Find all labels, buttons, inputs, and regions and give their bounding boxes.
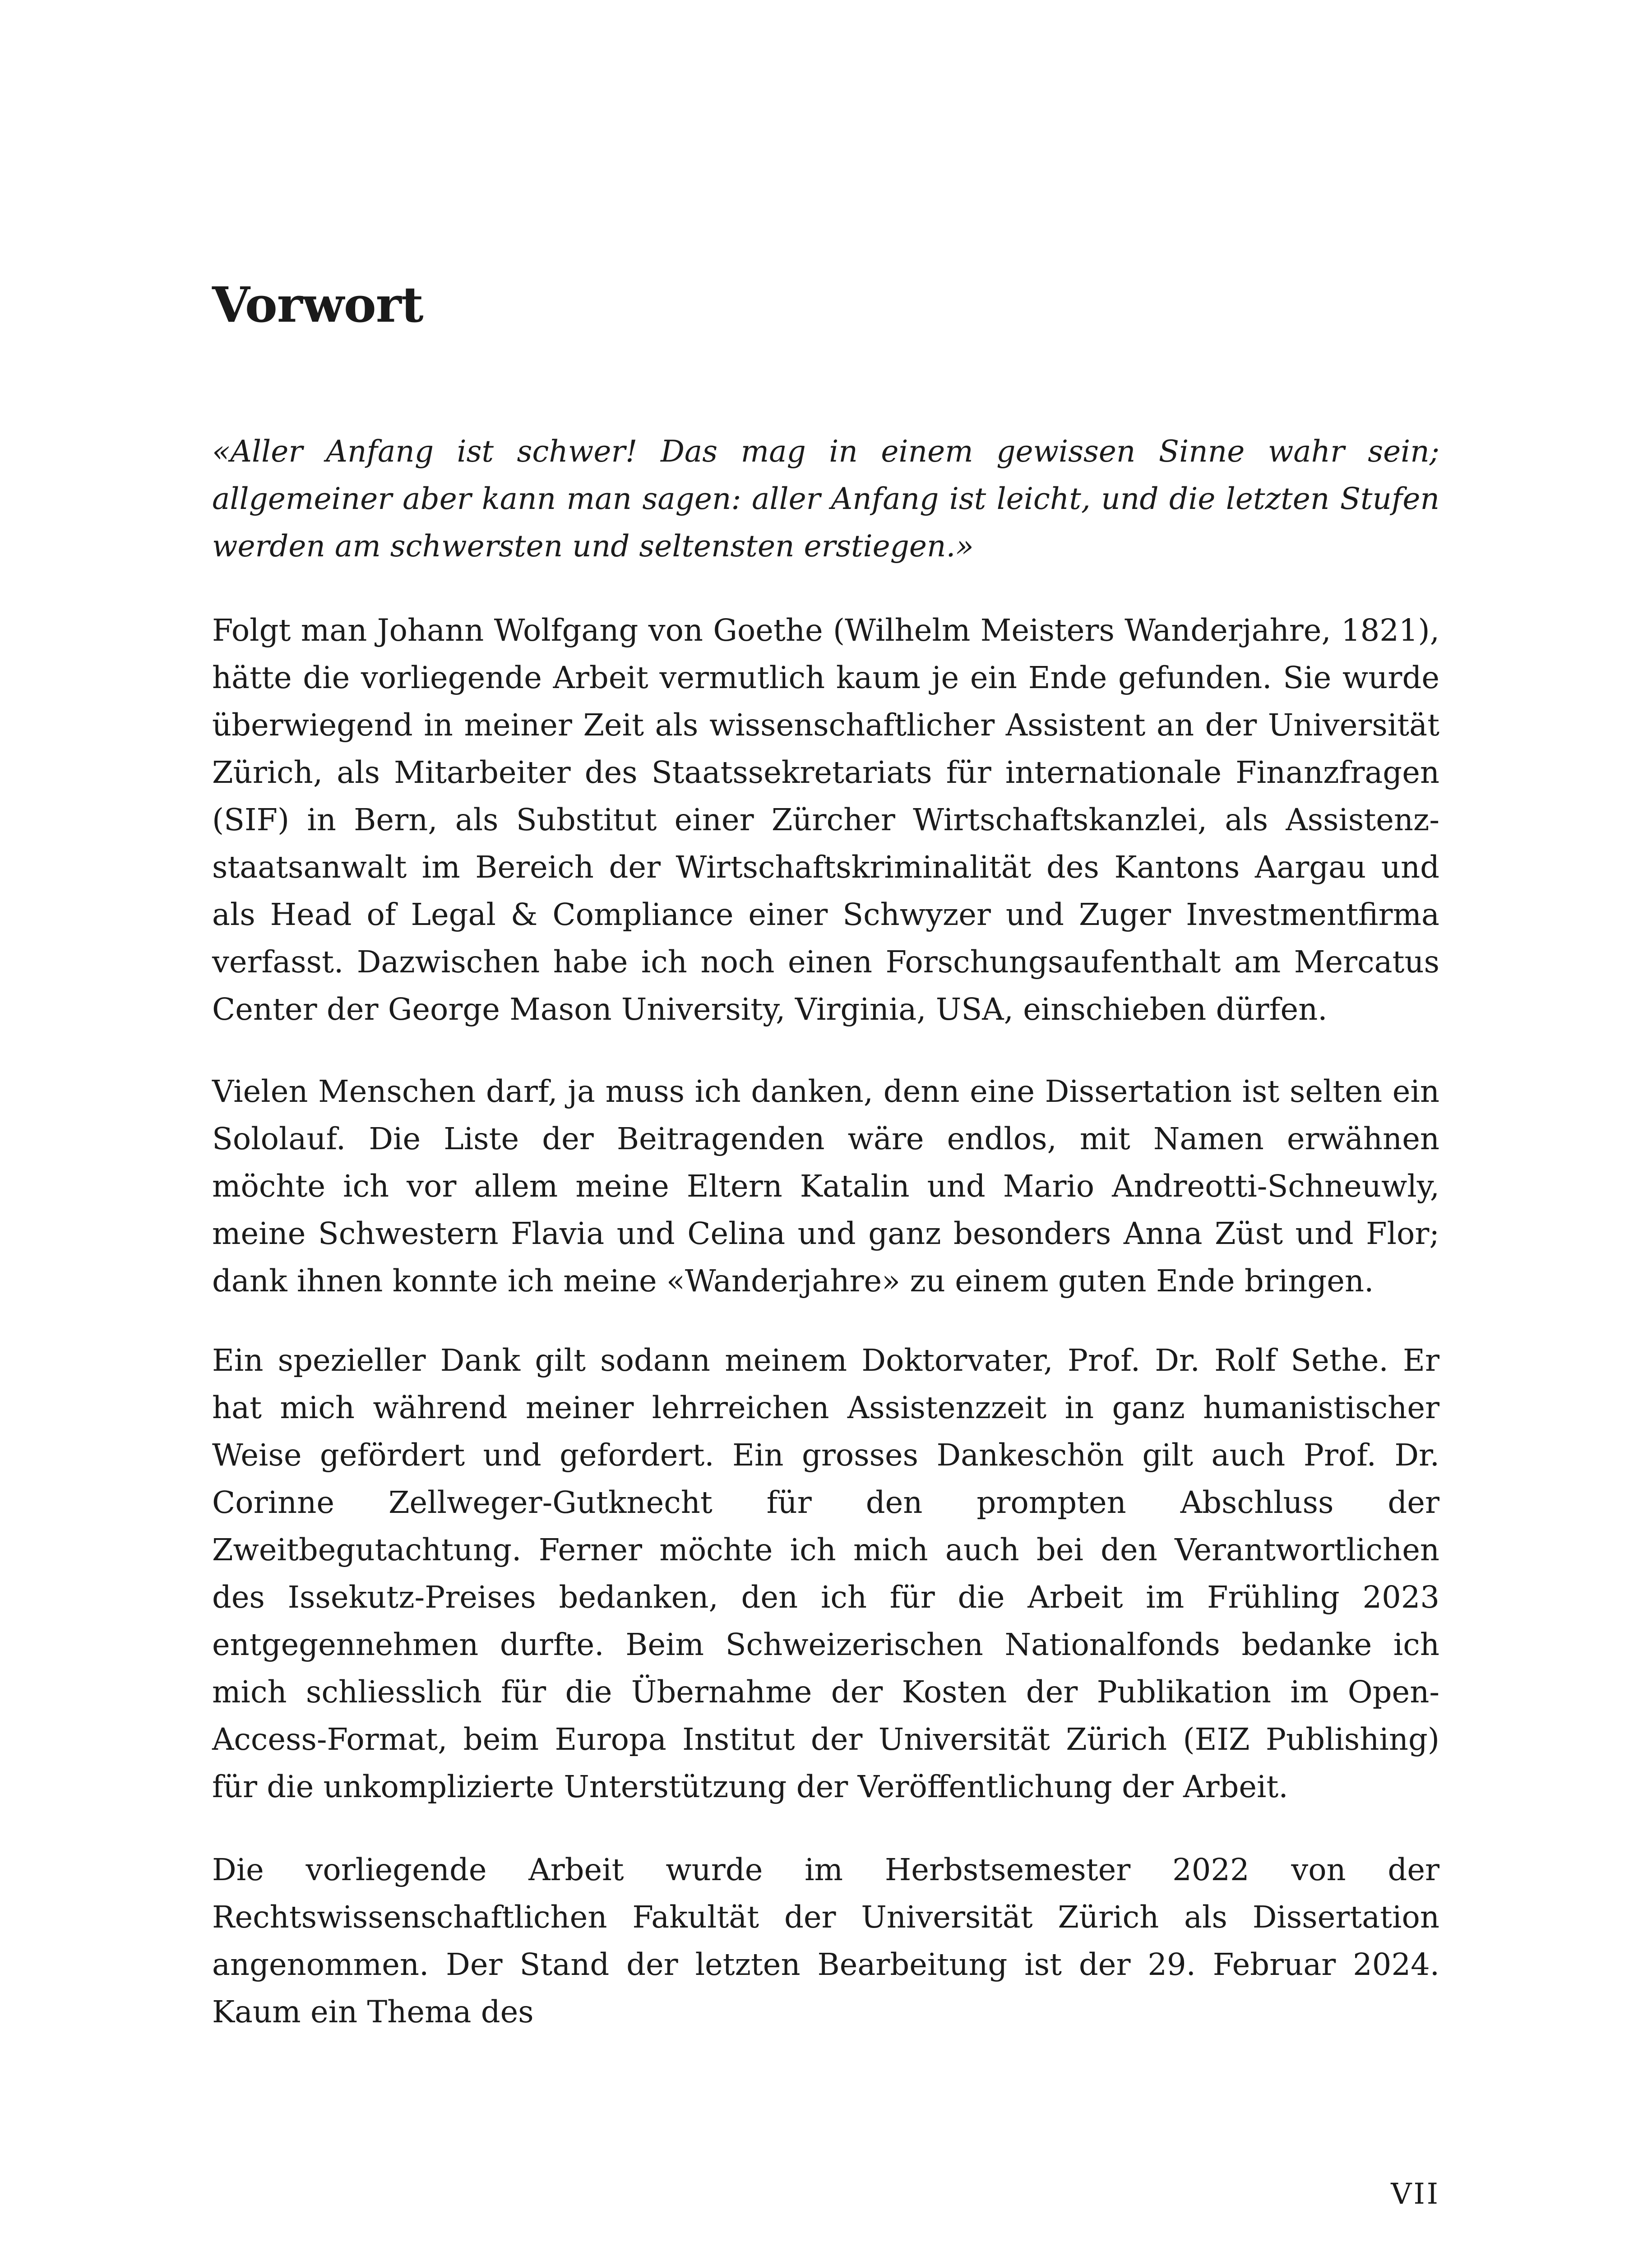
paragraph-thanks-family: Vielen Menschen darf, ja muss ich danken, denn eine Dissertation ist selten ein Sololauf. Die Liste der Beitragenden wäre endlos, mit Namen erwähnen möchte ich vor allem meine Eltern Katalin und Mario Andreotti-Schneuwly, meine Schwestern Flavia und Celina und ganz besonders Anna Züst und Flor; dank ihnen konnte ich meine «Wanderjahre» zu einem guten Ende bringen. <box>212 1074 1439 1299</box>
paragraph-goethe: Folgt man Johann Wolfgang von Goethe (Wilhelm Meisters Wanderjahre, 1821), hätte die vorliegende Arbeit vermutlich kaum je ein Ende gefunden. Sie wurde überwiegend in meiner Zeit als wissenschaftlicher Assistent an der Universität Zürich, als Mitarbeiter des Staatssekretariats für internationale Finanzfragen (SIF) in Bern, als Substitut einer Zürcher Wirtschaftskanzlei, als Assistenzstaatsanwalt im Bereich der Wirtschaftskriminalität des Kantons Aargau und als Head of Legal & Compliance einer Schwyzer und Zuger Investmentfirma verfasst. Dazwischen habe ich noch einen Forschungsaufenthalt am Mercatus Center der George Mason University, Virginia, USA, einschieben dürfen. <box>212 613 1439 1027</box>
epigraph-quote: «Aller Anfang ist schwer! Das mag in einem gewissen Sinne wahr sein; allgemeiner aber kann man sagen: aller Anfang ist leicht, und die letzten Stufen werden am schwersten und seltensten erstiegen.» <box>212 434 1439 564</box>
page-number: VII <box>1391 2177 1440 2211</box>
paragraph-dissertation-status: Die vorliegende Arbeit wurde im Herbstsemester 2022 von der Rechtswissenschaftlichen Fakultät der Universität Zürich als Dissertation angenommen. Der Stand der letzten Bearbeitung ist der 29. Februar 2024. Kaum ein Thema des <box>212 1852 1439 2029</box>
paragraph-thanks-supervisor: Ein spezieller Dank gilt sodann meinem Doktorvater, Prof. Dr. Rolf Sethe. Er hat mich während meiner lehrreichen Assistenzzeit in ganz humanistischer Weise gefördert und gefordert. Ein grosses Dankeschön gilt auch Prof. Dr. Corinne Zellweger-Gutknecht für den prompten Abschluss der Zweitbegutachtung. Ferner möchte ich mich auch bei den Verantwortlichen des Issekutz-Preises bedanken, den ich für die Arbeit im Frühling 2023 entgegennehmen durfte. Beim Schweizerischen Nationalfonds bedanke ich mich schliesslich für die Übernahme der Kosten der Publikation im Open-Access-Format, beim Europa Institut der Universität Zürich (EIZ Publishing) für die unkomplizierte Unterstützung der Veröffentlichung der Arbeit. <box>212 1343 1439 1804</box>
page-title: Vorwort <box>212 277 423 333</box>
